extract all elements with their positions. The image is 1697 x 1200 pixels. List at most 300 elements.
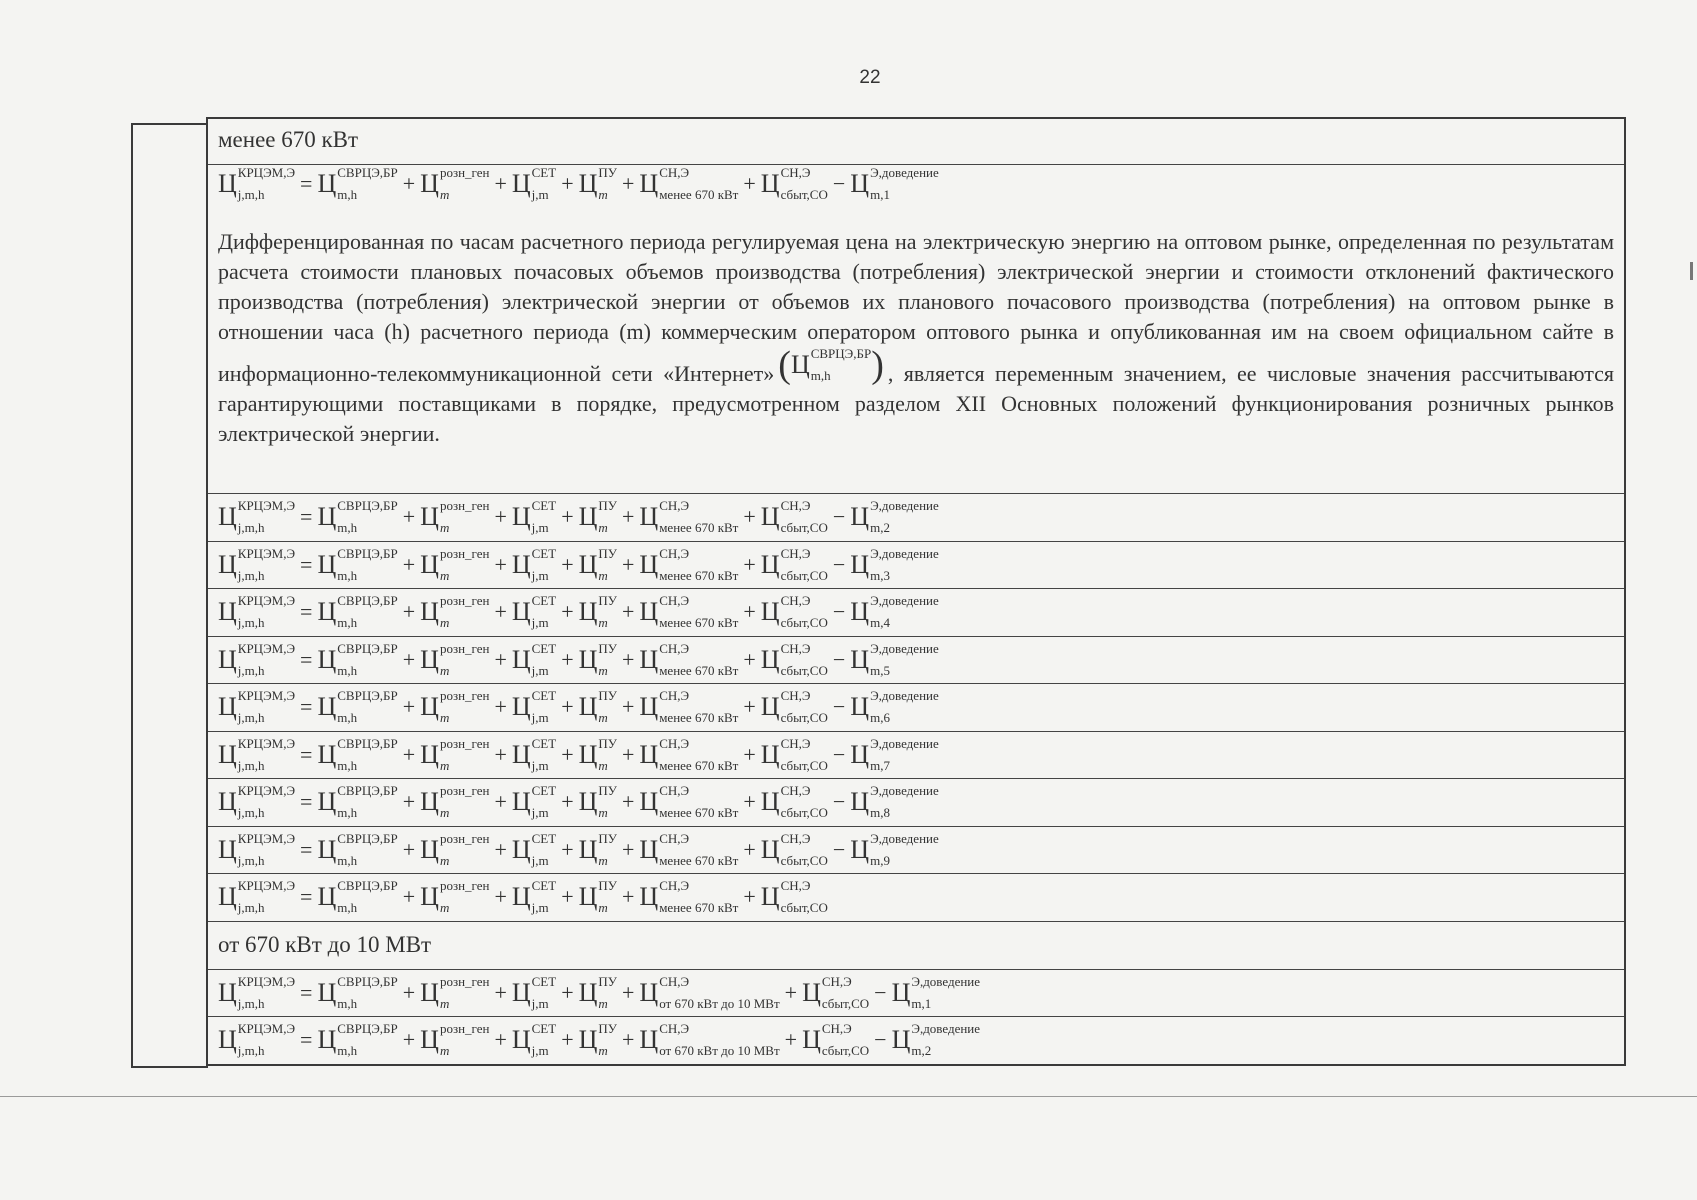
symbol-base: Ц [317,169,337,198]
subscript: менее 670 кВт [659,805,739,821]
symbol-base: Ц [850,739,870,769]
formula-table [206,117,1626,1066]
superscript: Э,доведение [870,593,939,609]
price-dovedenie-symbol [850,688,939,726]
superscript: Э,доведение [870,735,939,751]
superscript: розн_ген [439,688,490,704]
operator: + [622,979,635,1005]
operator: + [494,884,507,910]
subscript: m,2 [870,520,890,536]
superscript: СЕТ [531,498,557,514]
superscript: розн_ген [439,973,490,989]
subscript: сбыт,СО [780,852,828,868]
subscript: j,m,h [237,567,265,583]
symbol-scripts [598,830,617,868]
subscript: m,h [337,710,358,726]
symbol-scripts [870,545,939,583]
formula-row [208,493,1624,541]
operator: + [561,171,574,196]
operator: + [743,789,756,815]
operator: + [622,741,635,767]
operator: = [300,789,313,815]
superscript: розн_ген [439,878,490,894]
price-formula [218,498,939,536]
superscript: КРЦЭМ,Э [237,735,296,751]
price-set-symbol [511,783,557,821]
symbol-base: Ц [420,169,439,198]
symbol-base: Ц [850,597,870,627]
superscript: КРЦЭМ,Э [237,973,296,989]
price-set-symbol [511,1021,557,1059]
subscript: m [598,567,608,583]
superscript: СН,Э [780,593,811,609]
subscript: сбыт,СО [780,615,828,631]
formula-term [639,165,739,202]
subscript: сбыт,СО [780,757,828,773]
subscript: m [439,900,450,916]
subscript: j,m,h [237,852,265,868]
page-bottom-rule [0,1096,1697,1097]
symbol-base: Ц [760,692,780,722]
symbol-base: Ц [850,834,870,864]
superscript: СН,Э [659,878,690,894]
operator: − [832,694,846,720]
superscript: ПУ [598,1021,617,1037]
price-pu-symbol [578,878,617,916]
symbol-base: Ц [511,644,531,674]
symbol-scripts [439,1021,490,1059]
paren-close: ) [871,344,884,386]
price-svrce-symbol [317,498,398,536]
subscript: j,m [531,757,549,773]
price-krcem-symbol [218,688,296,726]
subscript: m [439,710,450,726]
symbol-base: Ц [578,549,598,579]
scan-margin-mark [1690,262,1693,280]
price-formula [218,165,939,202]
operator: + [622,599,635,625]
price-svrce-symbol [790,346,872,383]
superscript: розн_ген [439,498,490,514]
symbol-scripts [659,165,739,202]
operator: + [402,741,416,767]
symbol-base: Ц [850,502,870,532]
superscript: СВРЦЭ,БР [337,688,398,704]
price-svrce-symbol [317,783,398,821]
symbol-scripts [870,783,939,821]
price-rozn-gen-symbol [420,830,490,868]
superscript: СН,Э [659,1021,690,1037]
symbol-base: Ц [760,644,780,674]
symbol-base: Ц [420,692,439,722]
operator: + [743,646,756,672]
operator: + [402,1027,416,1053]
superscript: СН,Э [780,640,811,656]
price-sn-symbol [639,735,739,773]
superscript: ПУ [598,735,617,751]
symbol-scripts [598,165,617,202]
symbol-base: Ц [218,977,237,1007]
price-pu-symbol [578,545,617,583]
symbol-scripts [821,973,870,1011]
symbol-base: Ц [578,597,598,627]
superscript: СН,Э [821,1021,852,1037]
description-paragraph [218,227,1614,449]
operator: + [494,694,507,720]
superscript: СВРЦЭ,БР [337,498,398,514]
symbol-base: Ц [420,739,439,769]
subscript: m,3 [870,567,890,583]
formula-term [511,165,557,202]
symbol-scripts [237,498,296,536]
operator: = [300,171,313,196]
subscript: m [598,187,608,202]
superscript: КРЦЭМ,Э [237,783,296,799]
price-krcem-symbol [218,593,296,631]
price-svrce-symbol [317,593,398,631]
symbol-scripts [337,165,398,202]
symbol-scripts [659,973,780,1011]
price-set-symbol [511,593,557,631]
subscript: m [439,852,450,868]
operator: − [832,646,846,672]
operator: + [494,171,507,196]
symbol-scripts [237,878,296,916]
operator: = [300,504,313,530]
price-sbyt-symbol [802,973,870,1011]
symbol-scripts [439,165,490,202]
price-formula [218,688,939,726]
symbol-base: Ц [760,549,780,579]
superscript: СВРЦЭ,БР [337,1021,398,1037]
subscript: m [598,805,608,821]
subscript: m [598,995,608,1011]
symbol-scripts [531,498,557,536]
symbol-scripts [439,735,490,773]
operator: − [832,789,846,815]
symbol-scripts [780,783,828,821]
symbol-base: Ц [420,1025,439,1055]
operator: + [402,171,416,196]
symbol-scripts [531,830,557,868]
symbol-scripts [237,783,296,821]
price-dovedenie-symbol [891,1021,981,1059]
subscript: менее 670 кВт [659,520,739,536]
symbol-base: Ц [317,882,337,912]
superscript: СН,Э [780,783,811,799]
operator: + [622,171,635,196]
price-svrce-symbol [317,688,398,726]
symbol-base: Ц [511,977,531,1007]
subscript: j,m [531,900,549,916]
operator: + [402,836,416,862]
symbol-base: Ц [317,739,337,769]
subscript: j,m [531,615,549,631]
symbol-scripts [870,830,939,868]
subscript: j,m,h [237,900,265,916]
price-rozn-gen-symbol [420,545,490,583]
symbol-scripts [870,165,939,202]
operator: + [743,504,756,530]
price-krcem-symbol [218,1021,296,1059]
subscript: m,6 [870,710,890,726]
formula-row [208,969,1624,1017]
subscript: менее 670 кВт [659,615,739,631]
symbol-scripts [659,545,739,583]
operator: − [832,504,846,530]
superscript: Э,доведение [870,830,939,846]
price-sbyt-symbol [760,545,828,583]
formula-term [760,165,828,202]
symbol-base: Ц [317,787,337,817]
symbol-base: Ц [317,1025,337,1055]
symbol-base: Ц [639,882,659,912]
symbol-scripts [780,735,828,773]
symbol-scripts [337,830,398,868]
symbol-scripts [598,973,617,1011]
subscript: m,h [337,567,358,583]
subscript: m,8 [870,805,890,821]
operator: + [784,1027,798,1053]
price-pu-symbol [578,783,617,821]
price-pu-symbol [578,973,617,1011]
symbol-scripts [659,783,739,821]
subscript: m [439,757,450,773]
operator: = [300,599,313,625]
operator: + [743,551,756,577]
subscript: m [598,662,608,678]
symbol-scripts [659,830,739,868]
subscript: m,7 [870,757,890,773]
symbol-base: Ц [578,169,598,198]
price-set-symbol [511,735,557,773]
subscript: от 670 кВт до 10 МВт [659,995,780,1011]
superscript: КРЦЭМ,Э [237,1021,296,1037]
subscript: m [598,615,608,631]
operator: + [494,1027,507,1053]
subscript: сбыт,СО [780,710,828,726]
superscript: ПУ [598,545,617,561]
symbol-base: Ц [420,644,439,674]
operator: + [622,836,635,862]
subscript: m [439,995,450,1011]
subscript: от 670 кВт до 10 МВт [659,1043,780,1059]
subscript: m [439,805,450,821]
subscript: m [598,852,608,868]
operator: + [622,1027,635,1053]
price-formula [218,830,939,868]
price-sbyt-symbol [760,640,828,678]
symbol-scripts [237,735,296,773]
price-dovedenie-symbol [850,498,939,536]
symbol-scripts [598,735,617,773]
subscript: m,h [337,1043,358,1059]
price-set-symbol [511,688,557,726]
symbol-base: Ц [760,834,780,864]
price-krcem-symbol [218,783,296,821]
superscript: СВРЦЭ,БР [337,783,398,799]
symbol-base: Ц [218,1025,237,1055]
price-sn-symbol [639,593,739,631]
symbol-base: Ц [578,977,598,1007]
price-sn-symbol [639,878,739,916]
symbol-base: Ц [420,787,439,817]
price-sbyt-symbol [760,878,828,916]
subscript: менее 670 кВт [659,662,739,678]
symbol-base: Ц [760,169,780,198]
superscript: СН,Э [780,735,811,751]
superscript: СЕТ [531,545,557,561]
subscript: m,5 [870,662,890,678]
subscript: менее 670 кВт [659,187,739,202]
price-svrce-symbol [317,545,398,583]
price-krcem-symbol [218,735,296,773]
price-svrce-symbol [317,1021,398,1059]
price-svrce-symbol [317,735,398,773]
section-heading [208,119,1624,164]
superscript: СН,Э [659,973,690,989]
superscript: КРЦЭМ,Э [237,545,296,561]
subscript: m,h [337,662,358,678]
description-text: Дифференцированная по часам расчетного периода регулируемая цена на электрическую энергию на оптовом рынке, определенная по результатам расчета стоимости плановых почасовых объемов производства (потребления) электрической энергии и стоимости отклонений фактического производства (потребления) электрической энергии от объемов их планового почасового производства (потребления) на оптовом рынке в отношении часа (h) расчетного периода (m) коммерческим оператором оптового рынка и опубликованная им на своем официальном сайте в информационно-телекоммуникационной сети «Интернет» [218,229,1614,386]
symbol-base: Ц [578,1025,598,1055]
superscript: КРЦЭМ,Э [237,593,296,609]
symbol-base: Ц [218,549,237,579]
subscript: j,m,h [237,615,265,631]
symbol-base: Ц [802,977,821,1007]
superscript: СЕТ [531,878,557,894]
symbol-scripts [810,346,872,383]
symbol-scripts [439,640,490,678]
price-dovedenie-symbol [850,545,939,583]
price-sn-symbol [639,640,739,678]
symbol-scripts [780,165,828,202]
symbol-scripts [337,973,398,1011]
price-pu-symbol [578,735,617,773]
price-dovedenie-symbol [850,593,939,631]
symbol-base: Ц [891,1025,911,1055]
price-sn-symbol [639,783,739,821]
formula-row [208,588,1624,636]
operator: + [561,789,574,815]
superscript: СВРЦЭ,БР [810,346,872,361]
table-left-column [131,123,208,1068]
symbol-scripts [531,973,557,1011]
superscript: ПУ [598,688,617,704]
symbol-scripts [439,783,490,821]
symbol-scripts [780,545,828,583]
section-heading-text: от 670 кВт до 10 МВт [218,931,432,957]
price-krcem-symbol [218,498,296,536]
symbol-base: Ц [420,597,439,627]
price-dovedenie-symbol [850,783,939,821]
operator: + [494,741,507,767]
symbol-scripts [439,498,490,536]
description-text: , является переменным значением, ее числовые значения рассчитываются гарантирующими поставщиками в порядке, предусмотренном разделом XII Основных положений функционирования розничных рынков электрической энергии. [218,361,1614,446]
price-rozn-gen-symbol [420,973,490,1011]
price-formula [218,735,939,773]
superscript: КРЦЭМ,Э [237,165,296,180]
symbol-base: Ц [317,597,337,627]
superscript: ПУ [598,783,617,799]
symbol-scripts [531,545,557,583]
superscript: СЕТ [531,783,557,799]
operator: + [402,694,416,720]
subscript: менее 670 кВт [659,757,739,773]
superscript: СВРЦЭ,БР [337,545,398,561]
superscript: СЕТ [531,593,557,609]
operator: = [300,741,313,767]
operator: + [494,551,507,577]
superscript: СВРЦЭ,БР [337,878,398,894]
symbol-base: Ц [639,169,659,198]
subscript: m [598,710,608,726]
price-rozn-gen-symbol [420,783,490,821]
subscript: m,h [337,900,358,916]
superscript: розн_ген [439,545,490,561]
subscript: сбыт,СО [780,187,828,202]
subscript: сбыт,СО [780,662,828,678]
symbol-scripts [598,878,617,916]
symbol-scripts [780,593,828,631]
subscript: m [439,520,450,536]
symbol-base: Ц [639,787,659,817]
paren-open: ( [778,344,791,386]
operator: + [561,646,574,672]
section-heading-text: менее 670 кВт [218,127,359,152]
superscript: КРЦЭМ,Э [237,640,296,656]
operator: = [300,694,313,720]
subscript: сбыт,СО [780,520,828,536]
subscript: m,h [337,187,358,202]
subscript: m,h [810,368,831,383]
operator: + [622,504,635,530]
superscript: СН,Э [780,688,811,704]
symbol-scripts [531,593,557,631]
symbol-base: Ц [511,169,531,198]
operator: + [561,504,574,530]
symbol-scripts [337,1021,398,1059]
superscript: Э,доведение [870,165,939,180]
price-krcem-symbol [218,973,296,1011]
price-pu-symbol [578,498,617,536]
price-krcem-symbol [218,878,296,916]
subscript: j,m [531,710,549,726]
subscript: менее 670 кВт [659,567,739,583]
operator: + [494,646,507,672]
subscript: менее 670 кВт [659,900,739,916]
price-formula [218,973,981,1011]
price-dovedenie-symbol [850,830,939,868]
operator: + [494,504,507,530]
section-heading [208,921,1624,969]
page-number: 22 [859,67,881,88]
symbol-scripts [598,545,617,583]
operator: + [784,979,798,1005]
superscript: СВРЦЭ,БР [337,593,398,609]
symbol-scripts [870,593,939,631]
symbol-base: Ц [639,977,659,1007]
symbol-base: Ц [760,502,780,532]
subscript: m [598,520,608,536]
symbol-scripts [780,830,828,868]
symbol-scripts [337,735,398,773]
price-set-symbol [511,973,557,1011]
operator: + [494,979,507,1005]
symbol-scripts [531,165,557,202]
symbol-scripts [780,498,828,536]
subscript: m,h [337,805,358,821]
